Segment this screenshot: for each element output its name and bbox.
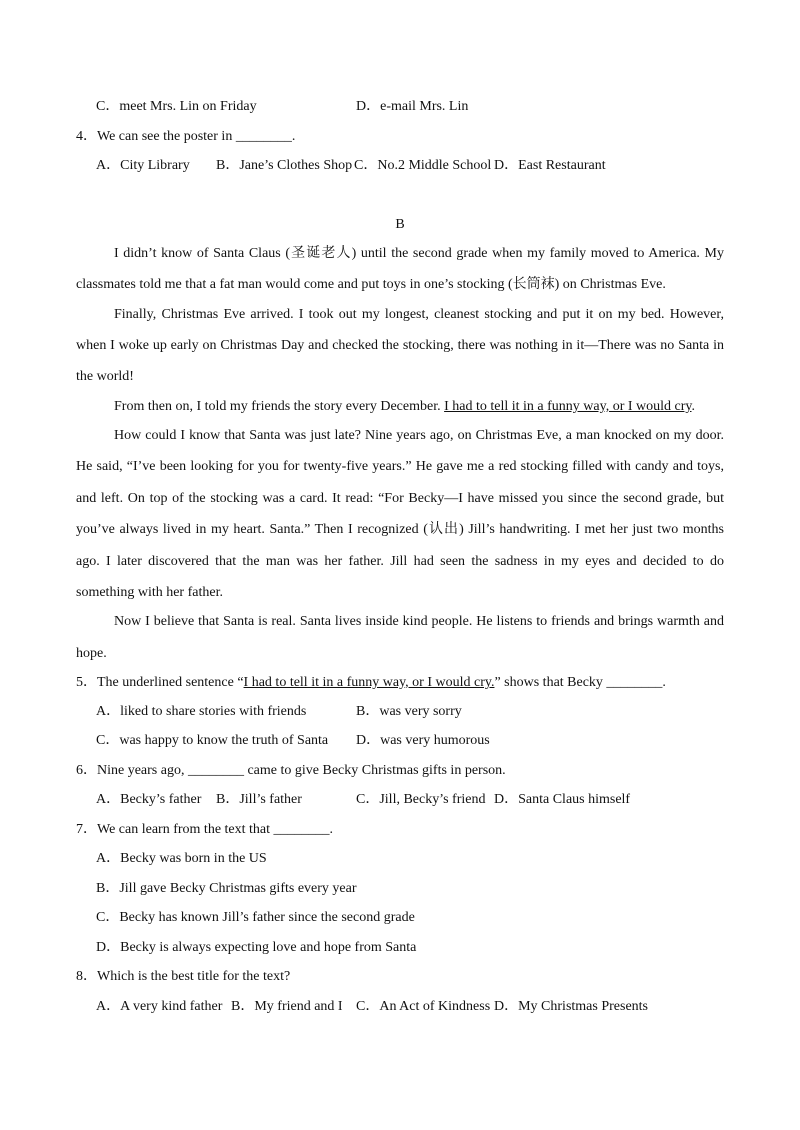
p4-line-5: ago. I later discovered that the man was her father. Jill had seen the sadness in my eyes and decided to do (76, 554, 724, 569)
q3-option-c: C．meet Mrs. Lin on Friday (96, 99, 257, 114)
q5-option-b: B．was very sorry (356, 704, 462, 719)
p4-line-3: and left. On top of the stocking was a card. It read: “For Becky—I have missed you since the second grade, but (76, 491, 724, 506)
q7-stem: 7．We can learn from the text that ________. (76, 822, 334, 837)
p3-period: . (691, 399, 695, 414)
p1-line-2: classmates told me that a fat man would come and put toys in one’s stocking (长筒袜) on Christmas Eve. (76, 277, 666, 292)
q6-option-c: C．Jill, Becky’s friend (356, 792, 486, 807)
q8-options-row (96, 997, 744, 1017)
q3-option-d: D．e-mail Mrs. Lin (356, 99, 469, 114)
q4-option-d: D．East Restaurant (494, 158, 606, 173)
p1-line-1: I didn’t know of Santa Claus (圣诞老人) until the second grade when my family moved to America. My (114, 246, 724, 261)
q5-options-row-2 (96, 731, 744, 751)
q5-stem (76, 673, 724, 693)
q7-option-c: C．Becky has known Jill’s father since the second grade (96, 910, 415, 925)
p2-line-2: when I woke up early on Christmas Day and checked the stocking, there was nothing in it—There was no Santa in (76, 338, 724, 353)
q6-option-b: B．Jill’s father (216, 792, 302, 807)
p3-underlined-sentence: I had to tell it in a funny way, or I would cry (444, 399, 692, 414)
q5-stem-end: ” shows that Becky ________. (494, 675, 666, 690)
q6-option-a: A．Becky’s father (96, 792, 202, 807)
p4-line-2: He said, “I’ve been looking for you for twenty-five years.” He gave me a red stocking filled with candy and toys, (76, 459, 724, 474)
q6-option-d: D．Santa Claus himself (494, 792, 631, 807)
q5-option-a: A．liked to share stories with friends (96, 704, 307, 719)
q5-stem-start: 5．The underlined sentence “ (76, 675, 244, 690)
p2-line-1: Finally, Christmas Eve arrived. I took out my longest, cleanest stocking and put it on my bed. However, (114, 307, 724, 322)
q8-option-b: B．My friend and I (231, 999, 343, 1014)
q7-option-a: A．Becky was born in the US (96, 851, 267, 866)
q4-stem: 4．We can see the poster in ________. (76, 129, 296, 144)
q5-option-d: D．was very humorous (356, 733, 490, 748)
p3-line-1 (114, 397, 724, 417)
q7-option-d: D．Becky is always expecting love and hope from Santa (96, 940, 417, 955)
q6-stem: 6．Nine years ago, ________ came to give Becky Christmas gifts in person. (76, 763, 506, 778)
q8-stem: 8．Which is the best title for the text? (76, 969, 291, 984)
q5-option-c: C．was happy to know the truth of Santa (96, 733, 329, 748)
q8-option-c: C．An Act of Kindness (356, 999, 491, 1014)
q8-option-d: D．My Christmas Presents (494, 999, 648, 1014)
p4-line-1: How could I know that Santa was just late? Nine years ago, on Christmas Eve, a man knocked on my door. (114, 428, 724, 443)
section-heading: B (395, 217, 405, 232)
q4-option-b: B．Jane’s Clothes Shop (216, 158, 353, 173)
p2-line-3: the world! (76, 369, 134, 384)
q4-option-a: A．City Library (96, 158, 190, 173)
p5-line-2: hope. (76, 646, 107, 661)
p3-text: From then on, I told my friends the story every December. (114, 399, 441, 414)
q6-options-row (96, 790, 744, 810)
q3-options-row (96, 97, 744, 117)
p4-line-4: you’ve always lived in my heart. Santa.” Then I recognized (认出) Jill’s handwriting. I met her just two months (76, 522, 724, 537)
q5-stem-underlined: I had to tell it in a funny way, or I would cry. (243, 675, 495, 690)
q4-options-row (96, 156, 744, 176)
p4-line-6: something with her father. (76, 585, 223, 600)
q5-options-row-1 (96, 702, 744, 722)
p5-line-1: Now I believe that Santa is real. Santa lives inside kind people. He listens to friends and brings warmth and (114, 614, 724, 629)
q4-option-c: C．No.2 Middle School (354, 158, 492, 173)
q8-option-a: A．A very kind father (96, 999, 223, 1014)
q7-option-b: B．Jill gave Becky Christmas gifts every year (96, 881, 357, 896)
